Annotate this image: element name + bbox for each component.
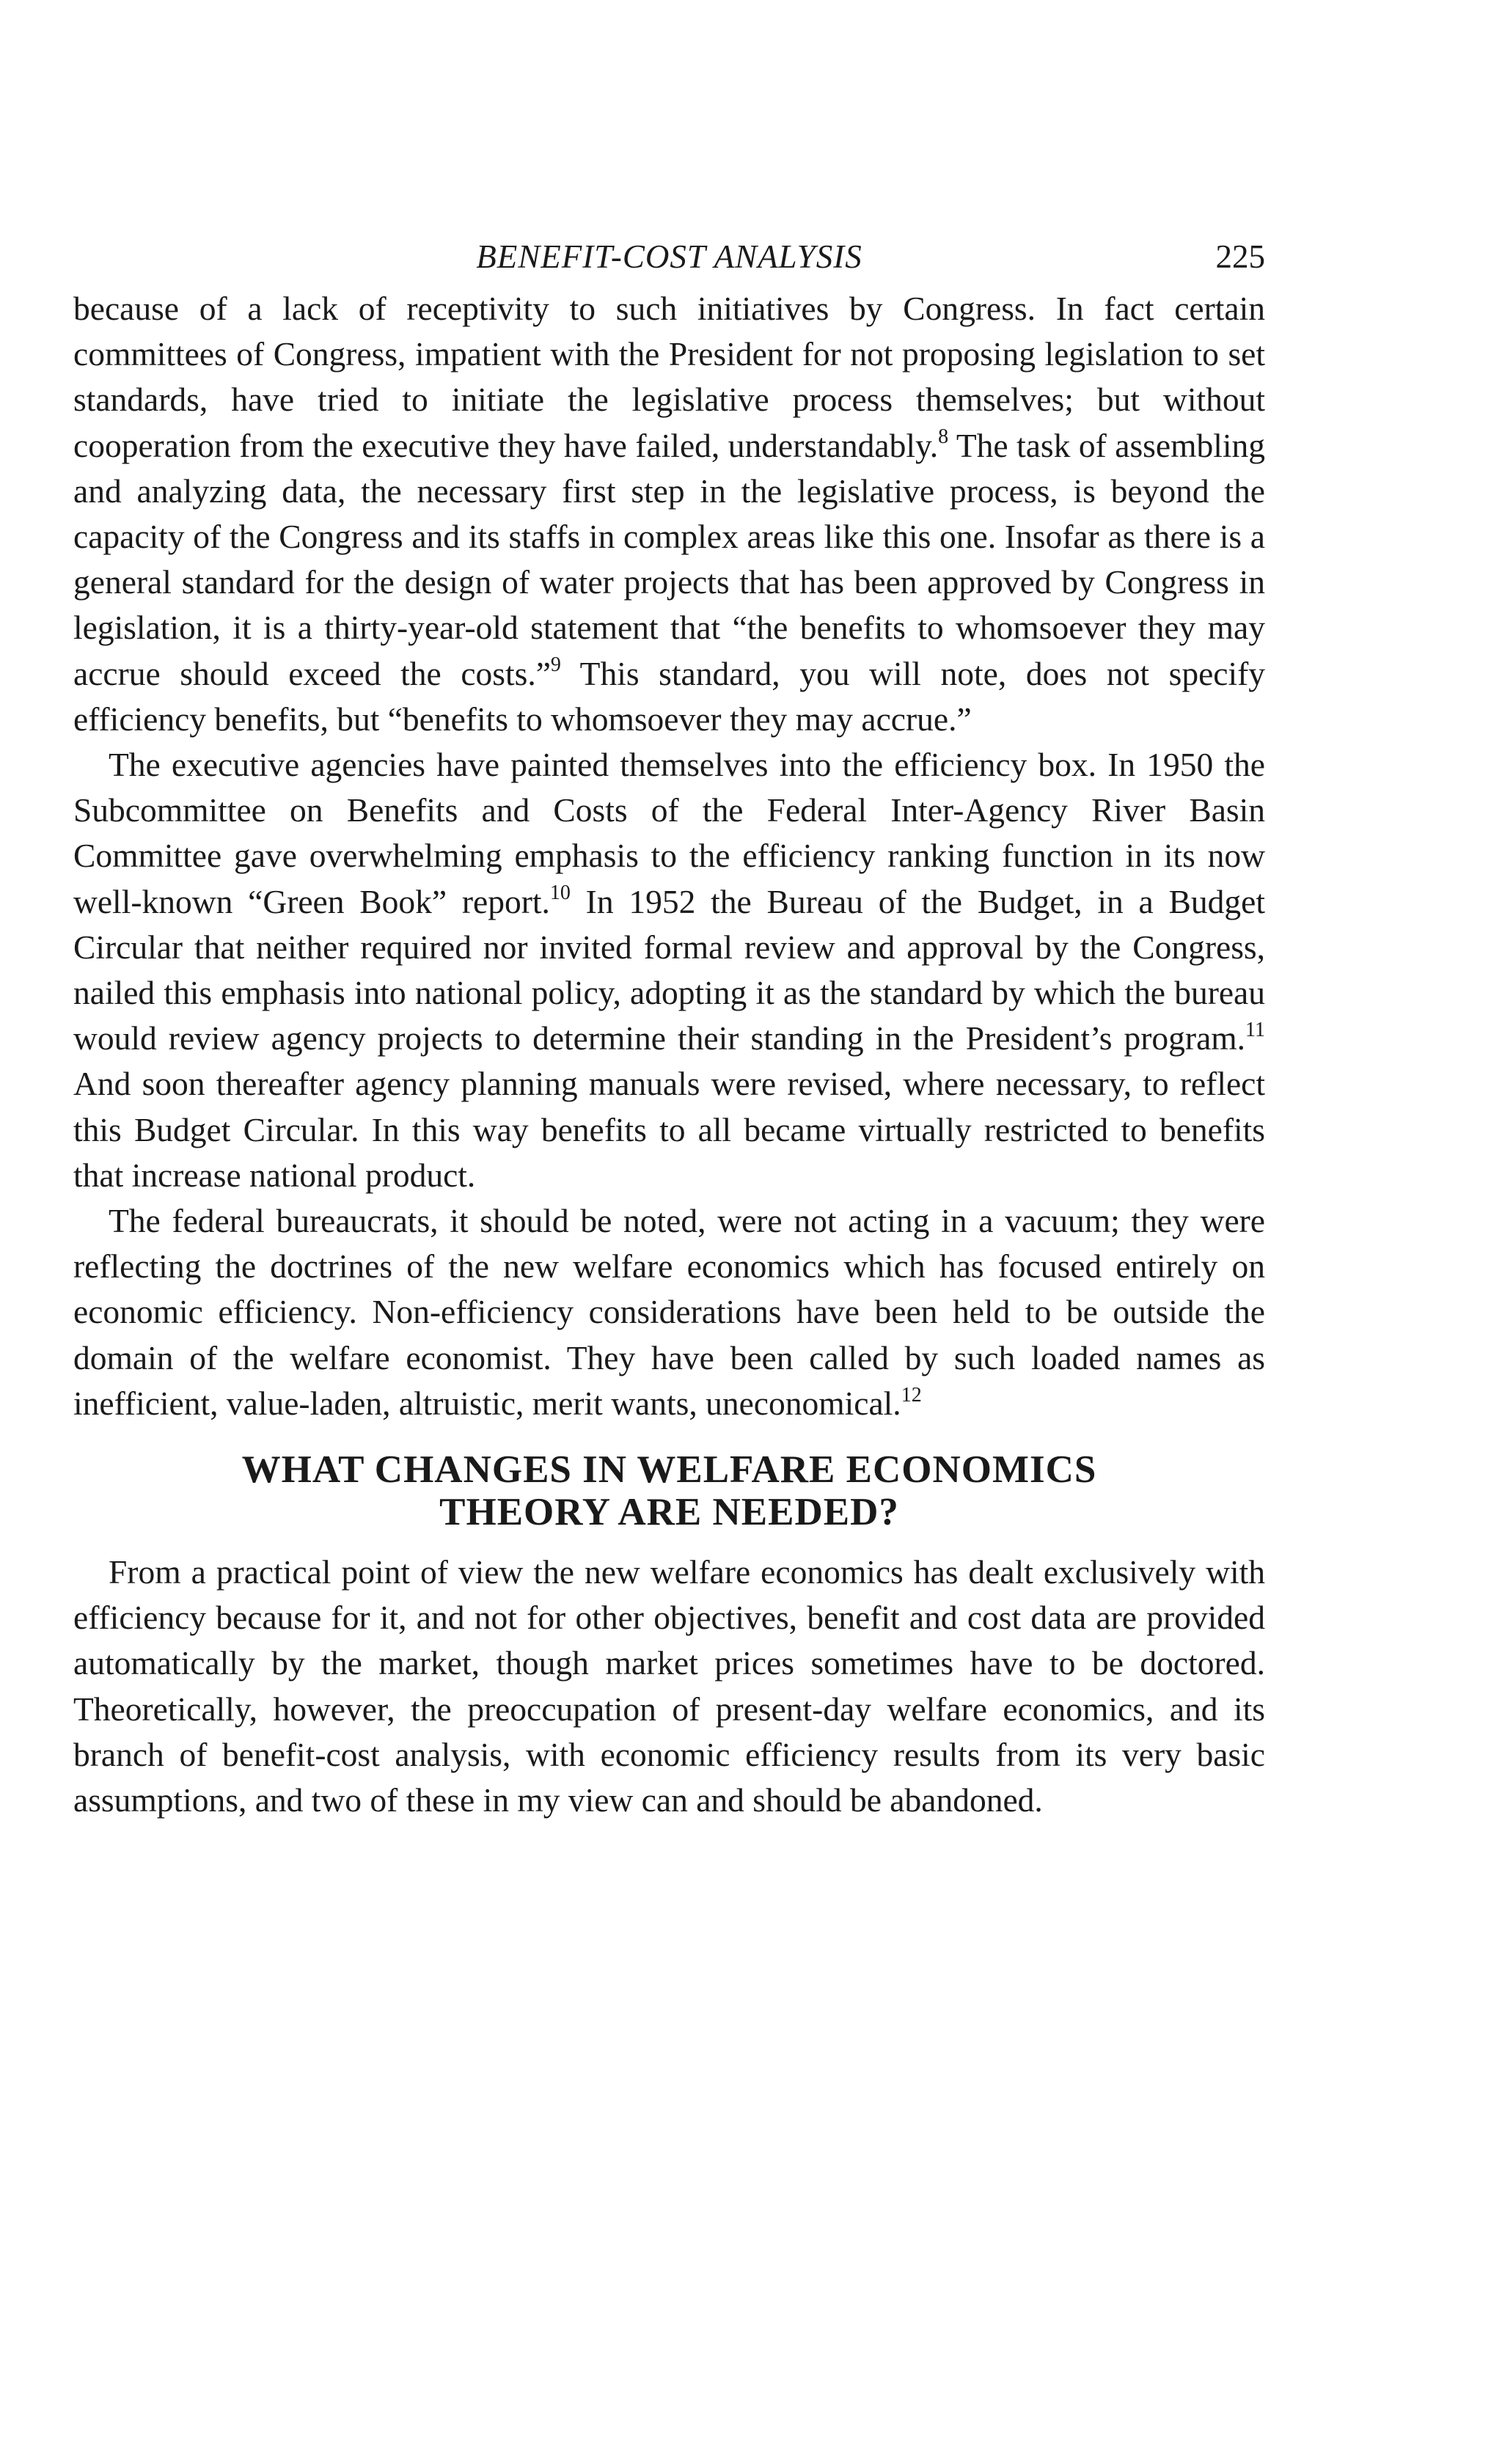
paragraph-text: The task of assembling and analyzing data, the necessary first step in the legislative process, is beyond the capacity of the Congress and its staffs in complex areas like this one. Insofar as there is a general standard for the design of water projects that has been approved by Congress in legislation, it is a thirty-year-old statement that “the benefits to whomsoever they may accrue should exceed the costs.” (73, 426, 1265, 692)
section-heading-line-1: WHAT CHANGES IN WELFARE ECONOMICS (241, 1448, 1097, 1492)
paragraph-text: because of a lack of receptivity to such initiatives by Congress. In fact certain committees of Congress, impatient with the President for not proposing legislation to set standards, have tried to initiate the legislative process themselves; but without cooperation from the executive they have failed, understandably. (73, 290, 1265, 464)
paragraph-text: The federal bureaucrats, it should be noted, were not acting in a vacuum; they were reflecting the doctrines of the new welfare economics which has focused entirely on economic efficiency. Non-efficiency considerations have been held to be outside the domain of the welfare economist. They have been called by such loaded names as inefficient, value-laden, altruistic, merit wants, uneconomical. (73, 1202, 1265, 1422)
footnote-ref-12: 12 (901, 1383, 922, 1407)
section-heading (73, 1448, 1265, 1533)
paragraph-text: And soon thereafter agency planning manuals were revised, where necessary, to reflect this Budget Circular. In this way benefits to all became virtually restricted to benefits that increase national product. (73, 1065, 1265, 1194)
paragraph-text: This standard, you will note, does not specify efficiency benefits, but “benefits to whomsoever they may accrue.” (73, 654, 1265, 738)
paragraph-text: In 1952 the Bureau of the Budget, in a Budget Circular that neither required nor invited formal review and approval by the Congress, nailed this emphasis into national policy, adopting it as the standard by which the bureau would review agency projects to determine their standing in the President’s program. (73, 882, 1265, 1057)
running-title: BENEFIT-COST ANALYSIS (476, 238, 862, 275)
footnote-ref-11: 11 (1245, 1019, 1265, 1042)
paragraph-text: The executive agencies have painted themselves into the efficiency box. In 1950 the Subcommittee on Benefits and Costs of the Federal Inter-Agency River Basin Committee gave overwhelming emphasis to the efficiency ranking function in its now well-known “Green Book” report. (73, 746, 1265, 920)
footnote-ref-9: 9 (550, 653, 561, 677)
paragraph-congress-standards (73, 286, 1265, 742)
running-head (73, 227, 1265, 286)
section-heading-line-2: THEORY ARE NEEDED? (439, 1491, 899, 1534)
paragraph-executive-agencies (73, 742, 1265, 1198)
page-number: 225 (1215, 238, 1265, 275)
paragraph-federal-bureaucrats (73, 1198, 1265, 1426)
footnote-ref-10: 10 (549, 881, 571, 905)
footnote-ref-8: 8 (938, 425, 949, 449)
journal-page (73, 227, 1265, 1823)
paragraph-practical-view: From a practical point of view the new welfare economics has dealt exclusively with efficiency because for it, and not for other objectives, benefit and cost data are provided automatically by the market, though market prices sometimes have to be doctored. Theoretically, however, the preoccupation of present-day welfare economics, and its branch of benefit-cost analysis, with economic efficiency results from its very basic assumptions, and two of these in my view can and should be abandoned. (73, 1553, 1265, 1819)
